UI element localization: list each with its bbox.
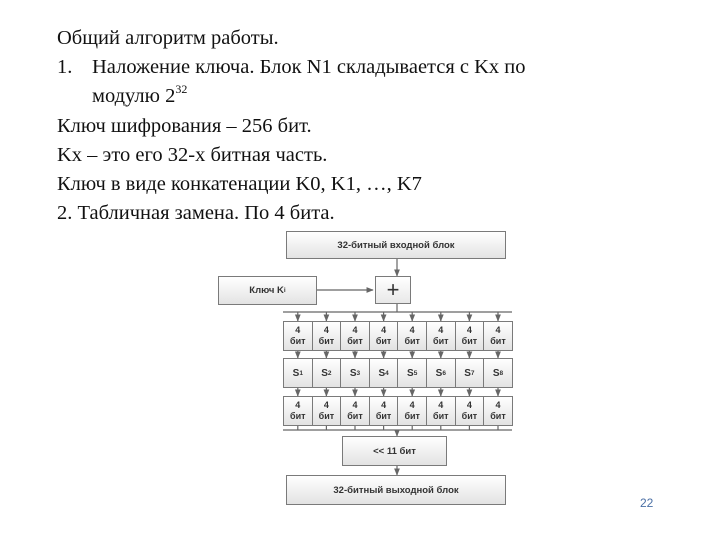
cell-bits-count: 4 — [466, 325, 472, 335]
cell-bits-unit: бит — [375, 336, 392, 346]
bottom-bit-cell — [283, 396, 313, 426]
bottom-bit-cell — [455, 396, 485, 426]
cell-bits-unit: бит — [461, 336, 478, 346]
cell-bits-count: 4 — [381, 325, 387, 335]
concat-line: Ключ в виде конкатенации K0, K1, …, K7 — [57, 173, 422, 196]
cell-bits-unit: бит — [318, 336, 335, 346]
page-number: 22 — [640, 496, 654, 510]
arrows-to-bottom-cells — [298, 388, 498, 396]
cell-bits-count: 4 — [466, 400, 472, 410]
sbox-cell — [340, 358, 370, 388]
output-block: 32-битный выходной блок — [286, 475, 506, 505]
cell-bits-count: 4 — [495, 400, 501, 410]
bottom-bit-cell — [340, 396, 370, 426]
key-label: Ключ K — [249, 285, 284, 296]
sbox-index: 4 — [385, 369, 389, 377]
cell-bits-unit: бит — [404, 411, 420, 421]
sbox-cell — [283, 358, 313, 388]
sbox-cell — [455, 358, 485, 388]
step-1 — [57, 53, 677, 82]
cell-bits-count: 4 — [295, 400, 301, 410]
arrows-to-sboxes — [298, 351, 498, 358]
sbox-letter: S — [292, 367, 300, 379]
sbox-letter: S — [349, 367, 357, 379]
gost-round-diagram — [190, 226, 560, 520]
top-bit-cell — [426, 321, 456, 351]
cell-bits-unit: бит — [490, 336, 506, 346]
sbox-index: 1 — [299, 369, 303, 377]
cell-bits-count: 4 — [323, 400, 329, 410]
input-block: 32-битный входной блок — [286, 231, 506, 259]
bottom-bit-cell — [397, 396, 427, 426]
cell-bits-count: 4 — [295, 325, 301, 335]
sbox-index: 8 — [499, 369, 504, 377]
cell-bits-count: 4 — [381, 400, 387, 410]
cell-bits-unit: бит — [433, 336, 449, 346]
top-bit-cell — [455, 321, 485, 351]
arrows-to-top-cells — [298, 312, 498, 321]
cell-bits-count: 4 — [409, 400, 415, 410]
kx-line: Kx – это его 32-х битная часть. — [57, 143, 328, 166]
shift-block: << 11 бит — [342, 436, 447, 466]
step-1-text: Наложение ключа. Блок N1 складывается с Kx по — [92, 56, 526, 79]
sbox-letter: S — [378, 367, 386, 379]
cell-bits-count: 4 — [323, 325, 329, 335]
top-bit-cell — [340, 321, 370, 351]
slide-text — [57, 24, 677, 228]
bottom-bit-cell — [426, 396, 456, 426]
step-2: 2. Табличная замена. По 4 бита. — [57, 202, 335, 225]
sbox-letter: S — [321, 367, 328, 379]
top-bit-cell — [483, 321, 513, 351]
sbox-index: 6 — [442, 369, 446, 377]
key-subscript: i — [283, 287, 286, 294]
cell-bits-count: 4 — [352, 325, 358, 335]
bottom-bit-cell — [312, 396, 342, 426]
cell-bits-count: 4 — [438, 325, 444, 335]
sbox-cell — [483, 358, 513, 388]
bottom-bit-cell — [483, 396, 513, 426]
cell-bits-unit: бит — [347, 411, 363, 421]
cell-bits-unit: бит — [461, 411, 478, 421]
bottom-bit-cell — [369, 396, 399, 426]
cell-bits-unit: бит — [318, 411, 335, 421]
sbox-letter: S — [435, 367, 443, 379]
sbox-letter: S — [464, 367, 471, 379]
cell-bits-unit: бит — [490, 411, 506, 421]
cell-bits-unit: бит — [375, 411, 392, 421]
sbox-cell — [312, 358, 342, 388]
top-bit-cell — [283, 321, 313, 351]
xor-adder-block — [375, 276, 411, 304]
cell-bits-count: 4 — [438, 400, 444, 410]
sbox-index: 2 — [327, 369, 332, 377]
top-bit-cell — [312, 321, 342, 351]
cell-bits-unit: бит — [347, 336, 363, 346]
top-bit-cell — [369, 321, 399, 351]
cell-bits-unit: бит — [433, 411, 449, 421]
sbox-index: 5 — [413, 369, 418, 377]
sbox-cell — [397, 358, 427, 388]
key-size-line: Ключ шифрования – 256 бит. — [57, 114, 312, 137]
sbox-letter: S — [407, 367, 414, 379]
cell-bits-unit: бит — [404, 336, 420, 346]
sbox-letter: S — [492, 367, 500, 379]
modulus-exponent: 32 — [175, 82, 188, 97]
cell-bits-unit: бит — [290, 411, 306, 421]
xor-symbol: + — [386, 277, 400, 302]
sbox-index: 3 — [356, 369, 361, 377]
cell-bits-count: 4 — [352, 400, 358, 410]
heading: Общий алгоритм работы. — [57, 27, 279, 49]
cell-bits-count: 4 — [495, 325, 501, 335]
step-1-number: 1. — [57, 56, 73, 79]
cell-bits-unit: бит — [290, 336, 306, 346]
step-1-continuation — [57, 82, 677, 111]
sbox-index: 7 — [470, 369, 475, 377]
key-block — [218, 276, 317, 305]
sbox-cell — [426, 358, 456, 388]
top-bit-cell — [397, 321, 427, 351]
cell-bits-count: 4 — [409, 325, 415, 335]
sbox-cell — [369, 358, 399, 388]
modulus-text: модулю 2 — [92, 85, 176, 108]
